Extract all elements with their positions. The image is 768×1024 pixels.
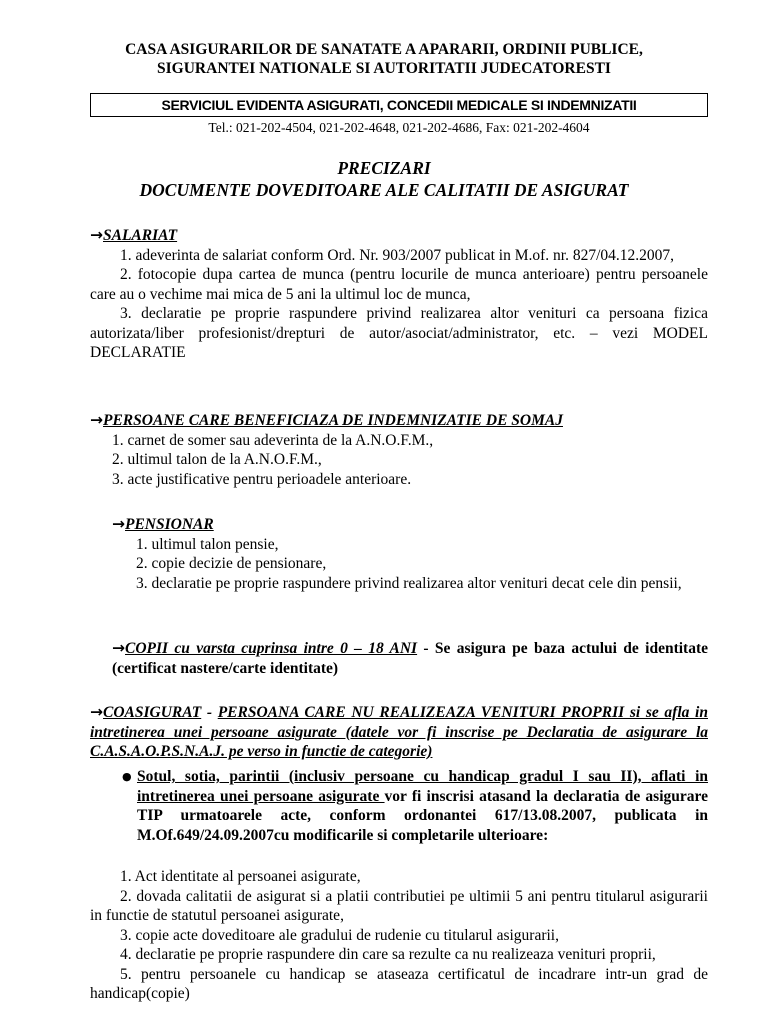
section-copii xyxy=(112,639,708,678)
list-item: 1. Act identitate al persoanei asigurate, xyxy=(120,868,361,885)
arrow-icon: → xyxy=(112,515,125,533)
document-title xyxy=(60,157,708,201)
institution-name xyxy=(60,40,708,78)
section-heading-copii xyxy=(112,640,417,657)
list-item: 1. adeverinta de salariat conform Ord. Nr. 903/2007 publicat in M.of. nr. 827/04.12.2007, xyxy=(120,246,675,264)
bullet-underlined-text: Sotul, sotia, parintii (inclusiv persoane cu handicap gradul I sau II), aflati in intretinerea unei persoane asigurate xyxy=(137,768,708,805)
title-line-1: PRECIZARI xyxy=(337,158,431,178)
section-heading-pensionar xyxy=(112,515,708,535)
heading-dash: - xyxy=(201,704,218,721)
arrow-icon: → xyxy=(112,639,125,657)
list-item: 4. declaratie pe proprie raspundere din care sa rezulte ca nu realizeaza venituri proprii, xyxy=(120,946,656,963)
arrow-icon: → xyxy=(90,226,103,244)
subheading-text: PERSOANA CARE NU REALIZEAZA VENITURI PROPRII si se afla in intretinerea unei persoane asigurate (datele vor fi inscrise pe Declaratia de asigurare la C.A.S.A.O.P.S.N.A.J. pe verso in functie de categorie) xyxy=(90,704,708,760)
list-item: 3. copie acte doveditoare ale gradului de rudenie cu titularul asigurarii, xyxy=(120,926,559,944)
section-heading-coasigurat xyxy=(90,703,708,762)
contact-line: Tel.: 021-202-4504, 021-202-4648, 021-202-4686, Fax: 021-202-4604 xyxy=(208,120,590,135)
list-item: 3. declaratie pe proprie raspundere privind realizarea altor venituri ca persoana fizica autorizata/liber profesionist/drepturi de autor/asociat/administrator, etc. – vezi MODEL DECLARATIE xyxy=(90,305,708,361)
list-item: 2. dovada calitatii de asigurat si a platii contributiei pe ultimii 5 ani pentru titularul asigurarii in functie de statutul persoanei asigurate, xyxy=(90,887,708,924)
copii-text: - Se asigura pe baza actului de identitate (certificat nastere/carte identitate) xyxy=(112,640,708,677)
section-coasigurat xyxy=(90,703,708,762)
section-somaj xyxy=(90,411,708,489)
institution-line-2: SIGURANTEI NATIONALE SI AUTORITATII JUDECATORESTI xyxy=(157,60,611,77)
list-item: 2. ultimul talon de la A.N.O.F.M., xyxy=(112,451,322,468)
list-item: 2. fotocopie dupa cartea de munca (pentru locurile de munca anterioare) pentru persoanele care au o vechime mai mica de 5 ani la ultimul loc de munca, xyxy=(90,266,708,303)
bullet-icon: ● xyxy=(122,770,132,783)
list-item: 1. ultimul talon pensie, xyxy=(136,535,279,553)
heading-text: COPII cu varsta cuprinsa intre 0 – 18 ANI xyxy=(125,640,418,657)
list-item: 1. carnet de somer sau adeverinta de la A.N.O.F.M., xyxy=(112,431,434,449)
institution-line-1: CASA ASIGURARILOR DE SANATATE A APARARII, ORDINII PUBLICE, xyxy=(125,41,643,58)
list-item: 5. pentru persoanele cu handicap se ataseaza certificatul de incadrare intr-un grad de handicap(copie) xyxy=(90,965,708,1002)
list-item: 3. acte justificative pentru perioadele anterioare. xyxy=(112,470,412,488)
coasigurat-list xyxy=(90,867,708,1004)
title-line-2: DOCUMENTE DOVEDITOARE ALE CALITATII DE ASIGURAT xyxy=(139,180,629,200)
section-pensionar xyxy=(112,515,708,593)
list-item: 2. copie decizie de pensionare, xyxy=(136,555,327,572)
list-item: 3. declaratie pe proprie raspundere privind realizarea altor venituri decat cele din pensii, xyxy=(136,574,682,592)
section-salariat xyxy=(90,226,708,363)
bullet-item xyxy=(122,767,708,845)
arrow-icon: → xyxy=(90,703,103,721)
service-box: SERVICIUL EVIDENTA ASIGURATI, CONCEDII MEDICALE SI INDEMNIZATII xyxy=(90,93,708,117)
bullet-text: vor fi inscrisi atasand la declaratia de asigurare TIP urmatoarele acte, conform ordonantei 617/13.08.2007, publicata in M.Of.649/24.09.2007cu modificarile si completarile ulterioare: xyxy=(137,787,708,844)
heading-text: PENSIONAR xyxy=(125,516,214,533)
section-heading-somaj xyxy=(90,411,708,431)
heading-text: COASIGURAT xyxy=(103,704,202,721)
heading-text: PERSOANE CARE BENEFICIAZA DE INDEMNIZATIE DE SOMAJ xyxy=(103,412,563,429)
heading-text: SALARIAT xyxy=(103,227,178,244)
arrow-icon: → xyxy=(90,411,103,429)
section-heading-salariat xyxy=(90,226,708,246)
